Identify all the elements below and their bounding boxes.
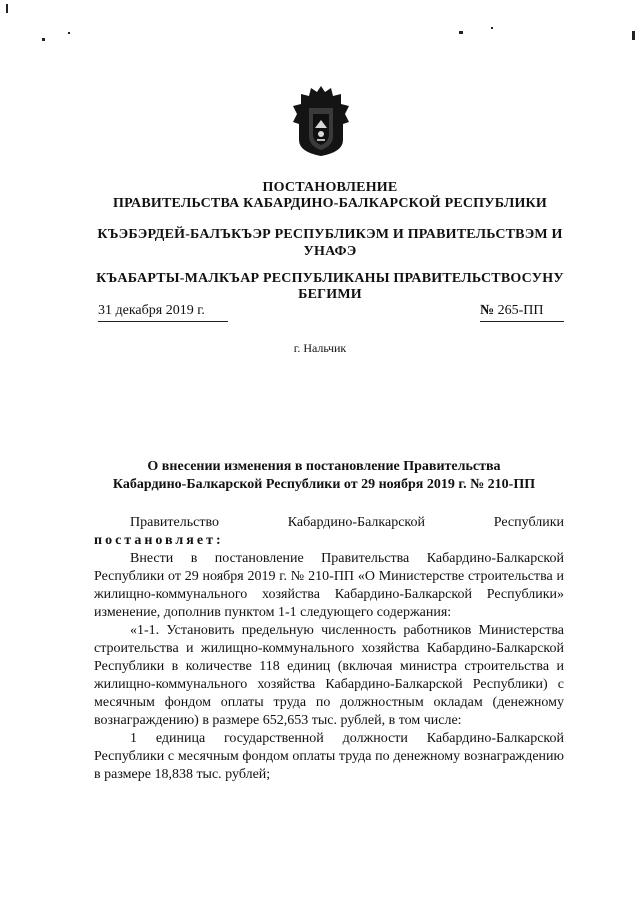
number-sign: № (480, 303, 495, 318)
number-value: 265-ПП (497, 303, 544, 318)
decree-title: О внесении изменения в постановление Правительства (147, 459, 501, 474)
issuer-heading-balkar-cont: БЕГИМИ (298, 287, 362, 302)
scan-mark (42, 38, 45, 41)
issuer-heading-balkar: КЪАБАРТЫ-МАЛКЪАР РЕСПУБЛИКАНЫ ПРАВИТЕЛЬСТВОСУНУ (96, 271, 564, 286)
preamble-decree: постановляет: (94, 533, 224, 548)
coat-of-arms-icon (291, 84, 351, 158)
doc-type-heading: ПОСТАНОВЛЕНИЕ (262, 180, 398, 195)
decree-number (480, 303, 564, 322)
decree-body (94, 514, 564, 784)
issuer-heading: ПРАВИТЕЛЬСТВА КАБАРДИНО-БАЛКАРСКОЙ РЕСПУБЛИКИ (112, 196, 548, 211)
paragraph-state-position: 1 единица государственной должности Кабардино-Балкарской Республики с месячным фондом оплаты труда по денежному вознаграждению в размере 18,838 тыс. рублей; (94, 731, 564, 782)
city-name: г. Нальчик (293, 341, 347, 355)
scan-mark (459, 31, 463, 34)
paragraph-amend: Внести в постановление Правительства Кабардино-Балкарской Республики от 29 ноября 2019 г. № 210-ПП «О Министерстве строительства и жилищно-коммунального хозяйства Кабардино-Балкарской Республики» изменение, дополнив пунктом 1-1 следующего содержания: (94, 551, 564, 620)
scan-mark (632, 31, 635, 40)
scan-mark (6, 4, 8, 13)
preamble-line: Правительство Кабардино-Балкарской Республики (130, 515, 564, 530)
issuer-heading-kabardian: КЪЭБЭРДЕЙ-БАЛЪКЪЭР РЕСПУБЛИКЭМ И ПРАВИТЕЛЬСТВЭМ И (97, 227, 563, 242)
scan-mark (68, 32, 70, 34)
decree-title-cont: Кабардино-Балкарской Республики от 29 ноября 2019 г. № 210-ПП (112, 477, 536, 492)
paragraph-1-1: «1-1. Установить предельную численность работников Министерства строительства и жилищно-коммунального хозяйства Кабардино-Балкарской Республики в количестве 118 единиц (включая министра строительства и жилищно-коммунального хозяйства Кабардино-Балкарской Республики) с месячным фондом оплаты труда по должностным окладам (денежному вознаграждению) в размере 652,653 тыс. рублей, в том числе: (94, 623, 564, 728)
scan-mark (491, 27, 493, 29)
decree-date: 31 декабря 2019 г. (98, 303, 228, 322)
issuer-heading-kabardian-cont: УНАФЭ (303, 244, 357, 259)
